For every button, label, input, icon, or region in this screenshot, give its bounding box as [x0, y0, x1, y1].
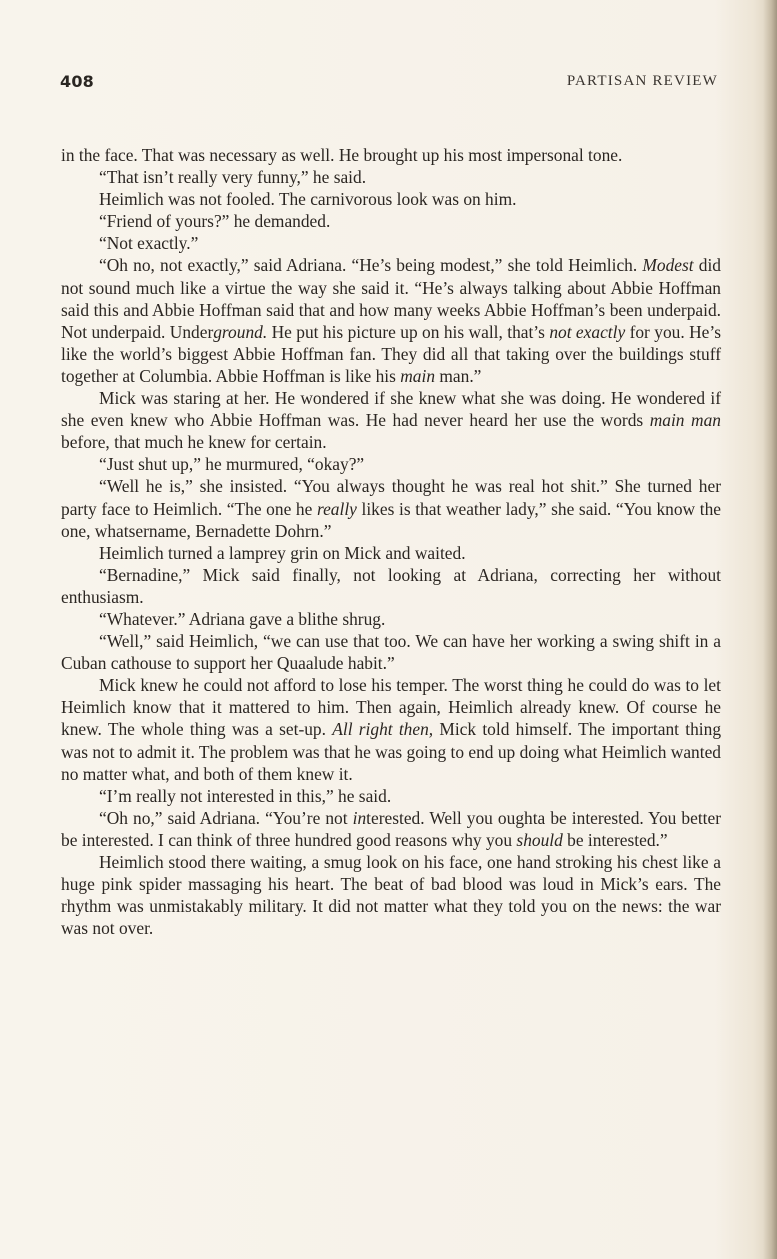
paragraph: Mick was staring at her. He wondered if she knew what she was doing. He wondered if she even knew who Abbie Hoffman was. He had never heard her use the words main man before, that much he knew for certain. — [61, 388, 721, 453]
page-gutter-shadow — [763, 0, 777, 1259]
paragraph: “Well he is,” she insisted. “You always thought he was real hot shit.” She turned her party face to Heimlich. “The one he really likes is that weather lady,” she said. “You know the one, whatsername, Bernadette Dohrn.” — [61, 476, 721, 541]
paragraph: “That isn’t really very funny,” he said. — [99, 167, 367, 188]
paragraph: “I’m really not interested in this,” he said. — [99, 785, 392, 806]
paragraph: Heimlich stood there waiting, a smug look on his face, one hand stroking his chest like a huge pink spider massaging his heart. The beat of bad blood was loud in Mick’s ears. The rhythm was unmistakably military. It did not matter what they told you on the news: the war was not over. — [61, 852, 721, 939]
paragraph: “Well,” said Heimlich, “we can use that too. We can have her working a swing shift in a Cuban cathouse to support her Quaalude habit.” — [61, 631, 721, 674]
paragraph: Heimlich was not fooled. The carnivorous look was on him. — [99, 189, 517, 210]
paragraph: Heimlich turned a lamprey grin on Mick and waited. — [99, 542, 466, 563]
paragraph: Mick knew he could not afford to lose his temper. The worst thing he could do was to let Heimlich know that it mattered to him. Then again, Heimlich already knew. Of course he knew. The whole thing was a set-up. All right then, Mick told himself. The important thing was not to admit it. The problem was that he was going to end up doing what Heimlich wanted no matter what, and both of them knew it. — [61, 675, 722, 784]
page-number: 408 — [60, 72, 94, 91]
paragraph: “Whatever.” Adriana gave a blithe shrug. — [99, 608, 386, 629]
paragraph: “Friend of yours?” he demanded. — [99, 211, 331, 232]
paragraph: in the face. That was necessary as well. He brought up his most impersonal tone. — [61, 145, 623, 165]
paragraph: “Oh no,” said Adriana. “You’re not interested. Well you oughta be interested. You better be interested. I can think of three hundred good reasons why you should be interested.” — [61, 807, 722, 850]
body-text — [61, 144, 721, 939]
page-header — [60, 72, 718, 96]
paragraph: “Not exactly.” — [99, 233, 199, 254]
running-head: PARTISAN REVIEW — [566, 73, 718, 89]
paragraph: “Oh no, not exactly,” said Adriana. “He’s being modest,” she told Heimlich. Modest did not sound much like a virtue the way she said it. “He’s always talking about Abbie Hoffman said this and Abbie Hoffman said that and how many weeks Abbie Hoffman’s been underpaid. Not underpaid. Underground. He put his picture up on his wall, that’s not exactly for you. He’s like the world’s biggest Abbie Hoffman fan. They did all that taking over the buildings stuff together at Columbia. Abbie Hoffman is like his main man.” — [61, 255, 721, 386]
paragraph: “Bernadine,” Mick said finally, not looking at Adriana, correcting her without enthusiasm. — [61, 564, 721, 607]
paragraph: “Just shut up,” he murmured, “okay?” — [99, 454, 365, 475]
